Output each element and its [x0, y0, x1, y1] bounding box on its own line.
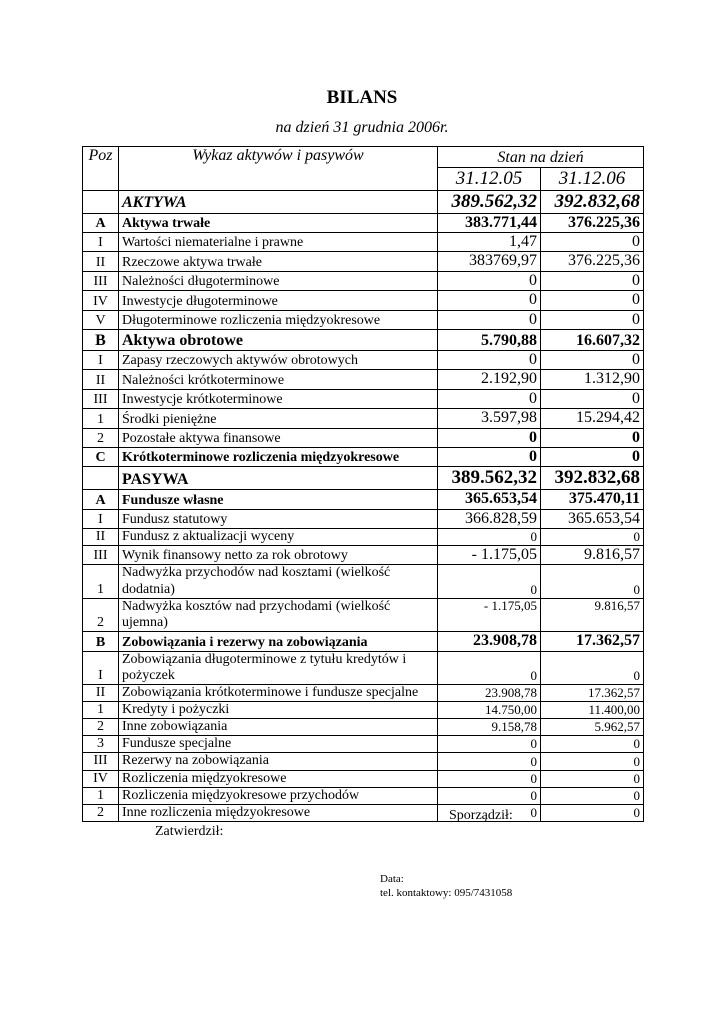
row-value-2005: 383.771,44	[438, 213, 541, 232]
table-row	[83, 409, 644, 428]
row-value-2006: 0	[541, 447, 644, 466]
row-poz	[83, 190, 119, 213]
row-poz: III	[83, 271, 119, 290]
table-row	[83, 685, 644, 702]
row-name: Wartości niematerialne i prawne	[119, 233, 438, 252]
row-poz: III	[83, 389, 119, 408]
row-value-2005: 23.908,78	[438, 685, 541, 702]
row-poz: B	[83, 330, 119, 351]
row-name: Inne zobowiązania	[119, 719, 438, 736]
row-poz: I	[83, 233, 119, 252]
row-value-2006: 376.225,36	[541, 252, 644, 271]
row-value-2006: 9.816,57	[541, 598, 644, 631]
balance-table	[82, 146, 644, 822]
row-poz: IV	[83, 770, 119, 787]
row-value-2005: 0	[438, 753, 541, 770]
row-poz: II	[83, 529, 119, 546]
table-row	[83, 310, 644, 329]
row-value-2005: 3.597,98	[438, 409, 541, 428]
row-value-2006: 392.832,68	[541, 467, 644, 490]
header-wykaz: Wykaz aktywów i pasywów	[119, 147, 438, 191]
row-poz: 1	[83, 702, 119, 719]
table-row	[83, 490, 644, 509]
row-value-2005: 9.158,78	[438, 719, 541, 736]
row-name: Rezerwy na zobowiązania	[119, 753, 438, 770]
table-row	[83, 233, 644, 252]
row-value-2005: 0	[438, 428, 541, 447]
row-value-2006: 0	[541, 787, 644, 804]
row-name: Fundusz z aktualizacji wyceny	[119, 529, 438, 546]
prepared-by-label: Sporządził:	[449, 808, 513, 823]
row-poz: 1	[83, 565, 119, 598]
row-value-2006: 17.362,57	[541, 685, 644, 702]
row-value-2006: 0	[541, 351, 644, 370]
row-value-2006: 9.816,57	[541, 546, 644, 565]
row-poz: I	[83, 509, 119, 528]
row-poz	[83, 467, 119, 490]
row-value-2005: 23.908,78	[438, 631, 541, 651]
row-poz: 2	[83, 598, 119, 631]
row-name: Rozliczenia międzyokresowe	[119, 770, 438, 787]
row-value-2005: 0	[438, 736, 541, 753]
row-value-2005: - 1.175,05	[438, 598, 541, 631]
row-value-2005: 0	[438, 271, 541, 290]
row-poz: C	[83, 447, 119, 466]
row-value-2005: 0	[438, 447, 541, 466]
table-row	[83, 529, 644, 546]
row-value-2006: 0	[541, 736, 644, 753]
document-title: BILANS	[326, 87, 398, 108]
row-name: Zobowiązania krótkoterminowe i fundusze specjalne	[119, 685, 438, 702]
row-poz: V	[83, 310, 119, 329]
row-name: Inne rozliczenia międzyokresowe	[119, 804, 438, 821]
row-value-2006: 16.607,32	[541, 330, 644, 351]
row-value-2006: 0	[541, 770, 644, 787]
row-value-2006: 365.653,54	[541, 509, 644, 528]
row-name: Zobowiązania i rezerwy na zobowiązania	[119, 631, 438, 651]
row-name: Zobowiązania długoterminowe z tytułu kredytów i pożyczek	[119, 651, 438, 684]
row-value-2006: 392.832,68	[541, 190, 644, 213]
row-poz: B	[83, 631, 119, 651]
table-row	[83, 252, 644, 271]
table-row	[83, 804, 644, 821]
row-name: Zapasy rzeczowych aktywów obrotowych	[119, 351, 438, 370]
row-value-2005: 383769,97	[438, 252, 541, 271]
row-value-2005: 389.562,32	[438, 190, 541, 213]
row-value-2006: 5.962,57	[541, 719, 644, 736]
table-row	[83, 351, 644, 370]
row-name: Długoterminowe rozliczenia międzyokresowe	[119, 310, 438, 329]
table-row	[83, 370, 644, 389]
row-value-2005: 0	[438, 351, 541, 370]
row-value-2006: 0	[541, 753, 644, 770]
table-row	[83, 651, 644, 684]
row-name: Należności długoterminowe	[119, 271, 438, 290]
row-value-2005: 2.192,90	[438, 370, 541, 389]
row-value-2006: 0	[541, 651, 644, 684]
row-name: Krótkoterminowe rozliczenia międzyokresowe	[119, 447, 438, 466]
table-row	[83, 631, 644, 651]
table-row	[83, 509, 644, 528]
table-row	[83, 389, 644, 408]
row-name: Aktywa obrotowe	[119, 330, 438, 351]
row-value-2005: 0	[438, 565, 541, 598]
row-name: Środki pieniężne	[119, 409, 438, 428]
row-poz: A	[83, 213, 119, 232]
table-row	[83, 719, 644, 736]
row-poz: 2	[83, 428, 119, 447]
table-row	[83, 736, 644, 753]
table-row	[83, 546, 644, 565]
header-poz: Poz	[83, 147, 119, 191]
row-value-2006: 0	[541, 565, 644, 598]
row-name: AKTYWA	[119, 190, 438, 213]
row-value-2005: 14.750,00	[438, 702, 541, 719]
row-name: Fundusze specjalne	[119, 736, 438, 753]
row-poz: I	[83, 351, 119, 370]
table-row	[83, 753, 644, 770]
row-name: Nadwyżka kosztów nad przychodami (wielkość ujemna)	[119, 598, 438, 631]
row-value-2006: 0	[541, 529, 644, 546]
row-poz: 2	[83, 719, 119, 736]
header-stan: Stan na dzień	[438, 147, 644, 168]
row-poz: II	[83, 370, 119, 389]
row-poz: IV	[83, 291, 119, 310]
row-name: Inwestycje długoterminowe	[119, 291, 438, 310]
table-row	[83, 291, 644, 310]
row-value-2005: 0	[438, 787, 541, 804]
row-poz: II	[83, 252, 119, 271]
table-row	[83, 447, 644, 466]
contact-phone: tel. kontaktowy: 095/7431058	[380, 887, 513, 899]
row-value-2006: 0	[541, 291, 644, 310]
row-value-2005: 0	[438, 291, 541, 310]
row-poz: A	[83, 490, 119, 509]
row-name: Należności krótkoterminowe	[119, 370, 438, 389]
row-value-2006: 1.312,90	[541, 370, 644, 389]
row-value-2005: 0	[438, 310, 541, 329]
table-row	[83, 271, 644, 290]
row-value-2005: 365.653,54	[438, 490, 541, 509]
approved-by-label: Zatwierdził:	[155, 824, 224, 839]
table-row	[83, 467, 644, 490]
row-poz: 2	[83, 804, 119, 821]
row-value-2006: 375.470,11	[541, 490, 644, 509]
table-row	[83, 565, 644, 598]
row-name: Rzeczowe aktywa trwałe	[119, 252, 438, 271]
row-name: Fundusz statutowy	[119, 509, 438, 528]
row-value-2005: 389.562,32	[438, 467, 541, 490]
row-name: Rozliczenia międzyokresowe przychodów	[119, 787, 438, 804]
row-value-2006: 376.225,36	[541, 213, 644, 232]
row-value-2005: 0	[438, 389, 541, 408]
row-name: Pozostałe aktywa finansowe	[119, 428, 438, 447]
row-name: Wynik finansowy netto za rok obrotowy	[119, 546, 438, 565]
row-value-2005: 0	[438, 529, 541, 546]
table-row	[83, 330, 644, 351]
row-value-2005: 366.828,59	[438, 509, 541, 528]
row-value-2006: 17.362,57	[541, 631, 644, 651]
header-date-2005: 31.12.05	[438, 168, 541, 191]
row-value-2006: 0	[541, 389, 644, 408]
row-value-2005: 0	[438, 770, 541, 787]
row-poz: I	[83, 651, 119, 684]
row-poz: 1	[83, 787, 119, 804]
row-poz: 3	[83, 736, 119, 753]
row-value-2005: 5.790,88	[438, 330, 541, 351]
row-name: Inwestycje krótkoterminowe	[119, 389, 438, 408]
row-value-2005: 0	[438, 651, 541, 684]
row-value-2006: 0	[541, 271, 644, 290]
table-row	[83, 702, 644, 719]
row-name: Aktywa trwałe	[119, 213, 438, 232]
row-poz: III	[83, 546, 119, 565]
row-value-2006: 0	[541, 804, 644, 821]
table-row	[83, 598, 644, 631]
row-value-2006: 15.294,42	[541, 409, 644, 428]
row-value-2005: - 1.175,05	[438, 546, 541, 565]
table-row	[83, 770, 644, 787]
row-poz: 1	[83, 409, 119, 428]
row-name: Kredyty i pożyczki	[119, 702, 438, 719]
row-name: Nadwyżka przychodów nad kosztami (wielkość dodatnia)	[119, 565, 438, 598]
table-row	[83, 428, 644, 447]
document-subtitle: na dzień 31 grudnia 2006r.	[275, 119, 449, 136]
row-value-2006: 0	[541, 428, 644, 447]
header-date-2006: 31.12.06	[541, 168, 644, 191]
table-row	[83, 190, 644, 213]
row-value-2005: 1,47	[438, 233, 541, 252]
row-value-2005: 0	[438, 804, 541, 821]
date-label: Data:	[380, 873, 404, 885]
table-row	[83, 213, 644, 232]
row-name: PASYWA	[119, 467, 438, 490]
row-value-2006: 0	[541, 233, 644, 252]
row-value-2006: 11.400,00	[541, 702, 644, 719]
row-poz: II	[83, 685, 119, 702]
row-name: Fundusze własne	[119, 490, 438, 509]
table-row	[83, 787, 644, 804]
row-poz: III	[83, 753, 119, 770]
row-value-2006: 0	[541, 310, 644, 329]
table-header-row	[83, 147, 644, 168]
